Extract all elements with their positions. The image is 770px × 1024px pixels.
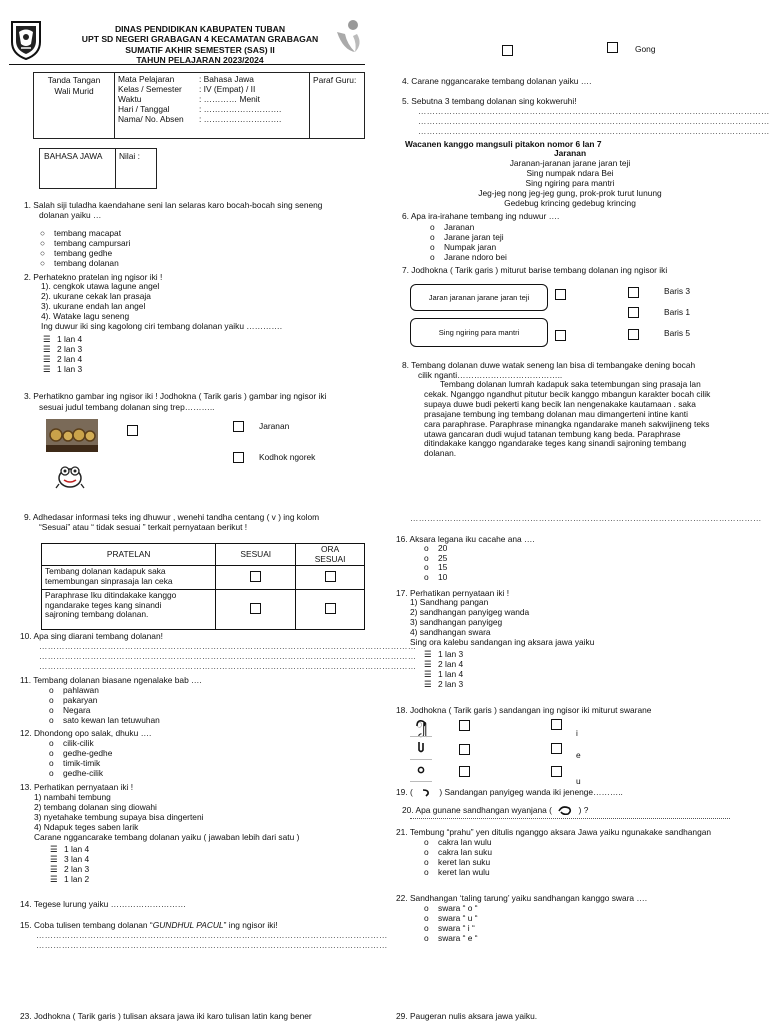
q1-option-b: ○ tembang campursari xyxy=(40,238,131,249)
q1-text: 1. Salah siji tuladha kaendahane seni lan selaras karo bocah-bocah sing seneng xyxy=(24,200,323,210)
q18-left-checkbox-2[interactable] xyxy=(459,744,470,755)
q29-text: 29. Paugeran nulis aksara jawa yaiku. xyxy=(396,1011,538,1021)
q23-text: 23. Jodhokna ( Tarik garis ) tulisan aksara jawa iki karo tulisan latin kang bener xyxy=(20,1011,312,1021)
header-line-4: TAHUN PELAJARAN 2023/2024 xyxy=(136,54,264,65)
q15-answer-lines[interactable]: …………………………………………………………………………………………………………… …………………………………………………………………………………………………………… xyxy=(36,930,388,951)
q8-answer-line[interactable]: …………………………………………………………………………………………………………… xyxy=(410,513,762,523)
sandhangan-panyigeg-icon xyxy=(415,788,437,797)
q1-option-a: ○ tembang macapat xyxy=(40,228,122,238)
q18-left-checkbox-1[interactable] xyxy=(459,720,470,731)
q8-text: 8. Tembang dolanan duwe watak seneng lan bisa di tembangake dening bocah xyxy=(402,360,696,370)
kelas-key: Kelas / Semester xyxy=(118,83,182,94)
sandhangan-icon-2 xyxy=(416,740,426,754)
q2-item-4: 4). Watake lagu seneng xyxy=(41,310,130,321)
q2-option-b: ☰ 2 lan 3 xyxy=(43,343,83,354)
mapel-value: : Bahasa Jawa xyxy=(199,74,254,84)
q18-label-u: u xyxy=(576,776,581,786)
sandhangan-wulu-icon: ꧀ xyxy=(416,718,427,731)
q16-text: 16. Aksara legana iku cacahe ana …. xyxy=(396,534,535,544)
q22-text: 22. Sandhangan ‘taling tarung’ yaiku sandhangan kanggo swara …. xyxy=(396,893,648,903)
waktu-key: Waktu xyxy=(118,93,142,104)
q3-label-jaranan: Jaranan xyxy=(259,421,290,431)
q3-text-2: sesuai judul tembang dolanan sing trep……….. xyxy=(39,402,215,412)
q6-options[interactable]: o Jaranan o Jarane jaran teji o Numpak jaran o Jarane ndoro bei xyxy=(430,222,507,263)
row2-sesuai-checkbox[interactable] xyxy=(250,603,261,614)
q2-item-3: 3). ukurane endah lan angel xyxy=(41,300,146,311)
nama-key: Nama/ No. Absen xyxy=(118,113,184,124)
q7-right-checkbox-1[interactable] xyxy=(628,287,639,298)
q18-right-checkbox-3[interactable] xyxy=(551,766,562,777)
q3-checkbox-1[interactable] xyxy=(127,425,138,436)
gamelan-image xyxy=(46,419,98,452)
q15-text: 15. Coba tulisen tembang dolanan “GUNDHUL PACUL” ing ngisor iki! xyxy=(20,920,278,930)
nilai-subject: BAHASA JAWA xyxy=(44,151,103,161)
q2-text: 2. Perhatekno pratelan ing ngisor iki ! xyxy=(24,272,163,282)
q21-options[interactable]: o cakra lan wulu o cakra lan suku o keret lan suku o keret lan wulu xyxy=(424,837,492,878)
q3-checkbox-right-1[interactable] xyxy=(233,421,244,432)
table-row: Tembang dolanan kadapuk saka temembungan sinprasaja lan ceka xyxy=(42,566,365,590)
q2-item-2: 2). ukurane cekak lan prasaja xyxy=(41,290,151,301)
table-header-pratelan: PRATELAN xyxy=(42,544,216,566)
row1-sesuai-checkbox[interactable] xyxy=(250,571,261,582)
q11-options[interactable]: o pahlawan o pakaryan o Negara o sato kewan lan tetuwuhan xyxy=(49,685,160,726)
q17-options[interactable]: ☰ 1 lan 3 ☰ 2 lan 4 ☰ 1 lan 4 ☰ 2 lan 3 xyxy=(424,649,464,689)
divider xyxy=(410,781,432,782)
header-rule xyxy=(9,64,365,65)
q2-option-a: ☰ 1 lan 4 xyxy=(43,334,83,344)
nilai-box xyxy=(39,148,157,189)
q18-text: 18. Jodhokna ( Tarik garis ) sandangan ing ngisor iki miturut swarane xyxy=(396,705,652,715)
q13-stem: Carane nggancarake tembang dolanan yaiku ( jawaban lebih dari satu ) xyxy=(34,831,300,842)
q7-left-checkbox-1[interactable] xyxy=(555,289,566,300)
q10-text: 10. Apa sing diarani tembang dolanan! xyxy=(20,631,163,641)
q3-label-kodhok: Kodhok ngorek xyxy=(259,452,316,462)
q12-options[interactable]: o cilik-cilik o gedhe-gedhe o timik-timik o gedhe-cilik xyxy=(49,738,113,779)
q14-text[interactable]: 14. Tegese lurung yaiku ……………………… xyxy=(20,899,187,909)
q19-text[interactable]: 19. ( ) Sandangan panyigeg wanda iki jenenge……….. xyxy=(396,787,623,797)
info-table xyxy=(33,72,365,139)
paraf-label: Paraf Guru: xyxy=(313,75,357,85)
q7-box-1[interactable]: Jaran jaranan jarane jaran teji xyxy=(410,284,548,311)
q9-text-2: “Sesuai” atau “ tidak sesuai ” terkait pernyataan berikut ! xyxy=(39,522,248,532)
q2-options[interactable] xyxy=(43,335,82,375)
q1-option-c: ○ tembang gedhe xyxy=(40,248,113,259)
q18-left-checkbox-3[interactable] xyxy=(459,766,470,777)
school-logo xyxy=(9,18,43,60)
table-header-ora-sesuai: ORA SESUAI xyxy=(296,544,365,566)
sandhangan-wyanjana-icon xyxy=(554,805,576,816)
gong-checkbox-right[interactable] xyxy=(607,42,618,53)
table-row: Paraphrase Iku ditindakake kanggo ngandarake teges kang sinandi sajroning tembang dolanan. xyxy=(42,590,365,630)
tut-wuri-logo xyxy=(333,18,365,58)
q17-stem: Sing ora kalebu sandangan ing aksara jawa yaiku xyxy=(410,636,595,647)
divider xyxy=(410,736,432,737)
row2-ora-sesuai-checkbox[interactable] xyxy=(325,603,336,614)
q16-options[interactable]: o 20 o 25 o 15 o 10 xyxy=(424,543,448,582)
q22-options[interactable]: o swara “ o “ o swara “ u “ o swara “ i “ o swara “ e “ xyxy=(424,903,478,944)
pratelan-table xyxy=(41,543,365,630)
q21-text: 21. Tembung “prahu” yen ditulis nganggo aksara Jawa yaiku ngunakake sandhangan xyxy=(396,827,712,837)
row1-ora-sesuai-checkbox[interactable] xyxy=(325,571,336,582)
q5-text: 5. Sebutna 3 tembang dolanan sing kokweruhi! xyxy=(402,96,577,106)
hari-value[interactable]: : ………………………. xyxy=(199,103,282,114)
mapel-key: Mata Pelajaran xyxy=(118,74,175,84)
sandhangan-icon-1 xyxy=(414,718,428,730)
q3-checkbox-right-2[interactable] xyxy=(233,452,244,463)
hari-key: Hari / Tanggal xyxy=(118,103,170,114)
q2-item-1: 1). cengkok utawa lagune angel xyxy=(41,281,160,291)
q18-label-i: i xyxy=(576,728,578,738)
gong-checkbox-left[interactable] xyxy=(502,45,513,56)
q7-right-checkbox-2[interactable] xyxy=(628,307,639,318)
q2-option-c: ☰ 2 lan 4 xyxy=(43,353,83,364)
q3-text: 3. Perhatikno gambar ing ngisor iki ! Jodhokna ( Tarik garis ) gambar ing ngisor iki xyxy=(24,391,327,401)
table-header-sesuai: SESUAI xyxy=(216,544,296,566)
nama-value[interactable]: : ………………………. xyxy=(199,113,282,124)
q7-left-checkbox-2[interactable] xyxy=(555,330,566,341)
q1-text-2: dolanan yaiku … xyxy=(39,210,102,220)
frog-image xyxy=(55,462,85,490)
header-line-3: SUMATIF AKHIR SEMESTER (SAS) II xyxy=(125,44,275,55)
q18-right-checkbox-2[interactable] xyxy=(551,743,562,754)
q20-answer-line[interactable] xyxy=(410,818,730,819)
wacanen-heading: Wacanen kanggo mangsuli pitakon nomor 6 lan 7 xyxy=(405,139,602,149)
q6-text: 6. Apa ira-irahane tembang ing nduwur …. xyxy=(402,211,560,221)
gong-label: Gong xyxy=(635,44,656,54)
q8-paragraph: Tembang dolanan lumrah kadapuk saka tetembungan sing prasaja lan cekak. Nganggo ngandhut pitutur becik kanggo mbangun karakter bocah cilik supaya duwe budi pekerti kang becik lan nengenakake kautamaan . saka prasajane tembung ing tembang dolanan mau dimangerteni intine kanti cara paraphrase. Paraphrase minangka ngandarake maneh sakwijineng teks utawa gancaran dudi wujud tatanan tembung kang beda. Paraphrase ditindakake kanggo ngandarake teges kang sinandi sajroning tembang dolanan. xyxy=(424,379,711,459)
q1-options[interactable] xyxy=(40,228,130,268)
q7-box-2[interactable]: Sing ngiring para mantri xyxy=(410,318,548,347)
q10-answer-lines[interactable]: …………………………………………………………………………………………………………………… …………………………………………………………………………………………………………………… …………………………………………………………………………………………………………………… xyxy=(39,641,417,672)
q7-baris-3: Baris 3 xyxy=(664,286,691,296)
divider xyxy=(410,759,432,760)
q7-text: 7. Jodhokna ( Tarik garis ) miturut barise tembang dolanan ing ngisor iki xyxy=(402,265,668,275)
nilai-label[interactable]: Nilai : xyxy=(119,151,140,161)
sandhangan-icon-3 xyxy=(416,765,426,775)
q18-label-e: e xyxy=(576,750,581,760)
q2-stem: Ing duwur iki sing kagolong ciri tembang dolanan yaiku …………. xyxy=(41,320,283,331)
ttd-label-2: Wali Murid xyxy=(54,85,94,96)
q20-text: 20. Apa gunane sandhangan wyanjana ( ) ? xyxy=(402,805,589,815)
q12-text: 12. Dhondong opo salak, dhuku …. xyxy=(20,728,152,738)
q7-baris-5: Baris 5 xyxy=(664,328,691,338)
q5-answer-lines[interactable]: …………………………………………………………………………………………………………… …………………………………………………………………………………………………………… …………………………………………………………………………………………………………… xyxy=(418,106,770,137)
q13-text: 13. Perhatikan pernyataan iki ! xyxy=(20,782,134,792)
kelas-value: : IV (Empat) / II xyxy=(199,83,256,94)
q2-option-d: ☰ 1 lan 3 xyxy=(43,363,83,374)
q4-text: 4. Carane nggancarake tembang dolanan yaiku …. xyxy=(402,76,592,86)
q7-baris-1: Baris 1 xyxy=(664,307,691,317)
waktu-value[interactable]: : ………… Menit xyxy=(199,93,260,104)
header-line-2: UPT SD NEGERI GRABAGAN 4 KECAMATAN GRABAGAN xyxy=(81,34,319,45)
ttd-label: Tanda Tangan xyxy=(47,75,101,85)
q18-right-checkbox-1[interactable] xyxy=(551,719,562,730)
q1-option-d: ○ tembang dolanan xyxy=(40,258,119,269)
q17-text: 17. Perhatikan pernyataan iki ! xyxy=(396,588,510,598)
q11-text: 11. Tembang dolanan biasane ngenalake bab …. xyxy=(20,675,202,685)
q9-text: 9. Adhedasar informasi teks ing dhuwur , wenehi tandha centang ( v ) ing kolom xyxy=(24,512,320,522)
q8-text-2[interactable]: cilik nganti……………………………….. xyxy=(418,370,563,380)
q7-right-checkbox-3[interactable] xyxy=(628,329,639,340)
header-line-1: DINAS PENDIDIKAN KABUPATEN TUBAN xyxy=(114,24,286,34)
poem-jaranan: Jaranan Jaranan-jaranan jarane jaran teji Sing numpak ndara Bei Sing ngiring para mantri Jeg-jeg nong jeg-jeg gung, prok-prok turut lunung Gedebug krincing gedebug krincing xyxy=(478,148,662,208)
q13-options[interactable]: ☰ 1 lan 4 ☰ 3 lan 4 ☰ 2 lan 3 ☰ 1 lan 2 xyxy=(50,844,90,884)
